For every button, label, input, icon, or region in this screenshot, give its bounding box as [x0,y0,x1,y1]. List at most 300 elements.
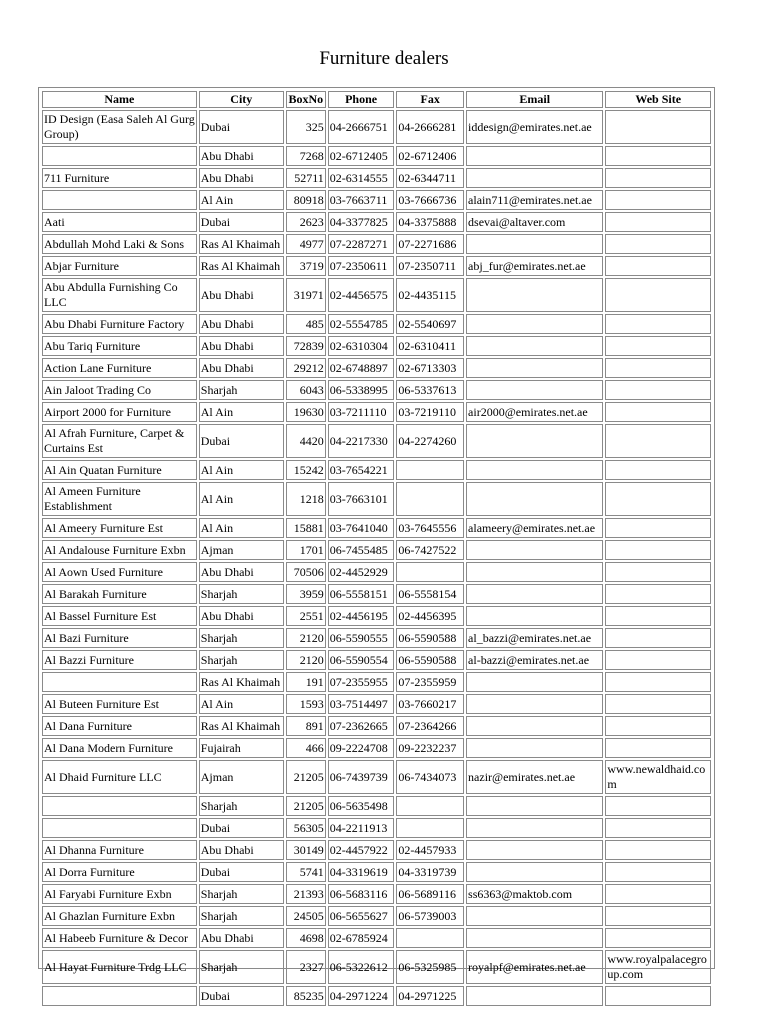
cell-boxno: 6043 [286,380,326,400]
cell-email: royalpf@emirates.net.ae [466,950,603,984]
cell-fax: 06-5739003 [396,906,464,926]
table-row [42,760,711,794]
cell-name: Al Ameen Furniture Establishment [42,482,197,516]
cell-phone: 02-6785924 [328,928,395,948]
cell-fax: 02-4457933 [396,840,464,860]
cell-email [466,424,603,458]
cell-name: Abu Dhabi Furniture Factory [42,314,197,334]
cell-name [42,796,197,816]
cell-phone: 02-5554785 [328,314,395,334]
cell-website [605,906,711,926]
cell-city: Dubai [199,986,284,1006]
cell-email [466,314,603,334]
cell-email: iddesign@emirates.net.ae [466,110,603,144]
cell-website [605,840,711,860]
cell-website [605,540,711,560]
cell-city: Fujairah [199,738,284,758]
cell-boxno: 191 [286,672,326,692]
cell-city: Al Ain [199,402,284,422]
cell-email [466,380,603,400]
cell-fax: 06-5325985 [396,950,464,984]
cell-boxno: 21205 [286,796,326,816]
cell-fax: 09-2232237 [396,738,464,758]
cell-name: Al Faryabi Furniture Exbn [42,884,197,904]
cell-city: Abu Dhabi [199,278,284,312]
cell-fax: 02-4435115 [396,278,464,312]
cell-fax: 06-7434073 [396,760,464,794]
cell-name: Al Bazi Furniture [42,628,197,648]
cell-city: Sharjah [199,628,284,648]
cell-email [466,540,603,560]
cell-email [466,482,603,516]
cell-boxno: 3959 [286,584,326,604]
cell-phone: 07-2362665 [328,716,395,736]
table-row [42,358,711,378]
cell-name: Ain Jaloot Trading Co [42,380,197,400]
cell-boxno: 2327 [286,950,326,984]
table-row [42,190,711,210]
cell-website [605,738,711,758]
cell-email: al-bazzi@emirates.net.ae [466,650,603,670]
cell-phone: 06-5590555 [328,628,395,648]
cell-name: Abu Tariq Furniture [42,336,197,356]
cell-fax: 07-2271686 [396,234,464,254]
cell-phone: 04-3319619 [328,862,395,882]
cell-name: 711 Furniture [42,168,197,188]
cell-email [466,584,603,604]
cell-boxno: 485 [286,314,326,334]
cell-phone: 03-7663101 [328,482,395,516]
cell-fax: 07-2355959 [396,672,464,692]
cell-website [605,212,711,232]
table-row [42,234,711,254]
table-row [42,862,711,882]
cell-fax: 02-6713303 [396,358,464,378]
cell-name: Al Dana Modern Furniture [42,738,197,758]
cell-phone: 06-5683116 [328,884,395,904]
cell-phone: 06-5635498 [328,796,395,816]
cell-phone: 06-7439739 [328,760,395,794]
cell-name: Abu Abdulla Furnishing Co LLC [42,278,197,312]
cell-city: Dubai [199,862,284,882]
cell-website [605,278,711,312]
cell-name: Al Barakah Furniture [42,584,197,604]
table-row [42,716,711,736]
cell-boxno: 1218 [286,482,326,516]
cell-email [466,336,603,356]
cell-phone: 04-2211913 [328,818,395,838]
cell-boxno: 3719 [286,256,326,276]
cell-name: ID Design (Easa Saleh Al Gurg Group) [42,110,197,144]
cell-city: Ras Al Khaimah [199,672,284,692]
cell-boxno: 2623 [286,212,326,232]
cell-email [466,986,603,1006]
cell-city: Al Ain [199,482,284,516]
table-row [42,818,711,838]
column-header-city: City [199,91,284,108]
cell-email [466,146,603,166]
cell-phone: 02-6310304 [328,336,395,356]
cell-city: Abu Dhabi [199,928,284,948]
cell-name [42,146,197,166]
cell-fax [396,928,464,948]
cell-website [605,234,711,254]
cell-website [605,628,711,648]
cell-website [605,146,711,166]
cell-website: www.newaldhaid.com [605,760,711,794]
cell-phone: 04-2971224 [328,986,395,1006]
cell-email [466,840,603,860]
cell-city: Sharjah [199,884,284,904]
cell-website [605,818,711,838]
cell-city: Al Ain [199,518,284,538]
cell-website [605,314,711,334]
cell-city: Ras Al Khaimah [199,256,284,276]
cell-boxno: 70506 [286,562,326,582]
cell-phone: 04-2217330 [328,424,395,458]
cell-website [605,518,711,538]
table-row [42,928,711,948]
cell-email: nazir@emirates.net.ae [466,760,603,794]
cell-email [466,460,603,480]
cell-city: Abu Dhabi [199,562,284,582]
cell-email: al_bazzi@emirates.net.ae [466,628,603,648]
cell-city: Ras Al Khaimah [199,716,284,736]
cell-name: Al Dorra Furniture [42,862,197,882]
cell-boxno: 56305 [286,818,326,838]
cell-fax: 06-5337613 [396,380,464,400]
cell-boxno: 5741 [286,862,326,882]
table-row [42,278,711,312]
column-header-email: Email [466,91,603,108]
cell-email [466,606,603,626]
cell-boxno: 1701 [286,540,326,560]
cell-phone: 07-2355955 [328,672,395,692]
cell-boxno: 2120 [286,628,326,648]
cell-phone: 04-2666751 [328,110,395,144]
cell-city: Al Ain [199,694,284,714]
page-title: Furniture dealers [319,48,449,69]
cell-city: Dubai [199,424,284,458]
cell-fax [396,562,464,582]
cell-name [42,190,197,210]
cell-fax: 06-7427522 [396,540,464,560]
table-row [42,540,711,560]
table-row [42,518,711,538]
table-row [42,402,711,422]
cell-boxno: 4977 [286,234,326,254]
cell-website [605,986,711,1006]
cell-phone: 06-5338995 [328,380,395,400]
cell-email: dsevai@altaver.com [466,212,603,232]
cell-website [605,168,711,188]
cell-phone: 03-7654221 [328,460,395,480]
cell-boxno: 15881 [286,518,326,538]
cell-boxno: 466 [286,738,326,758]
cell-city: Sharjah [199,650,284,670]
cell-website [605,928,711,948]
cell-website [605,110,711,144]
cell-phone: 02-4456195 [328,606,395,626]
cell-city: Abu Dhabi [199,606,284,626]
cell-phone: 03-7663711 [328,190,395,210]
cell-city: Dubai [199,110,284,144]
cell-phone: 07-2287271 [328,234,395,254]
table-row [42,906,711,926]
cell-email: alain711@emirates.net.ae [466,190,603,210]
cell-phone: 02-4456575 [328,278,395,312]
cell-fax: 06-5558154 [396,584,464,604]
cell-city: Sharjah [199,950,284,984]
table-row [42,738,711,758]
cell-fax: 03-7645556 [396,518,464,538]
cell-phone: 06-7455485 [328,540,395,560]
cell-city: Al Ain [199,190,284,210]
cell-city: Abu Dhabi [199,146,284,166]
cell-phone: 02-4452929 [328,562,395,582]
cell-phone: 06-5322612 [328,950,395,984]
cell-city: Abu Dhabi [199,168,284,188]
cell-email [466,818,603,838]
cell-city: Sharjah [199,906,284,926]
table-row [42,424,711,458]
cell-website [605,694,711,714]
cell-fax: 07-2350711 [396,256,464,276]
table-row [42,796,711,816]
cell-fax: 02-6344711 [396,168,464,188]
cell-fax: 06-5689116 [396,884,464,904]
cell-city: Ajman [199,540,284,560]
table-row [42,884,711,904]
cell-fax: 06-5590588 [396,628,464,648]
cell-city: Ajman [199,760,284,794]
cell-name: Action Lane Furniture [42,358,197,378]
cell-fax [396,818,464,838]
cell-name: Abjar Furniture [42,256,197,276]
table-row [42,628,711,648]
dealers-table [40,89,713,1008]
cell-boxno: 15242 [286,460,326,480]
cell-phone: 03-7641040 [328,518,395,538]
cell-website [605,380,711,400]
cell-fax: 02-4456395 [396,606,464,626]
table-row [42,256,711,276]
cell-email: alameery@emirates.net.ae [466,518,603,538]
cell-phone: 02-6748897 [328,358,395,378]
cell-boxno: 2551 [286,606,326,626]
cell-website [605,256,711,276]
cell-phone: 09-2224708 [328,738,395,758]
cell-fax: 03-7666736 [396,190,464,210]
cell-website [605,716,711,736]
cell-boxno: 891 [286,716,326,736]
cell-boxno: 4698 [286,928,326,948]
table-row [42,168,711,188]
cell-email [466,278,603,312]
cell-fax: 03-7219110 [396,402,464,422]
cell-city: Sharjah [199,584,284,604]
table-row [42,986,711,1006]
cell-name: Al Andalouse Furniture Exbn [42,540,197,560]
table-row [42,562,711,582]
table-row [42,950,711,984]
cell-city: Abu Dhabi [199,336,284,356]
cell-name: Al Ghazlan Furniture Exbn [42,906,197,926]
cell-name: Al Aown Used Furniture [42,562,197,582]
cell-name: Al Habeeb Furniture & Decor [42,928,197,948]
cell-name: Abdullah Mohd Laki & Sons [42,234,197,254]
cell-email [466,168,603,188]
table-row [42,840,711,860]
cell-city: Abu Dhabi [199,840,284,860]
cell-email [466,928,603,948]
cell-phone: 03-7514497 [328,694,395,714]
cell-fax: 02-5540697 [396,314,464,334]
cell-website [605,482,711,516]
cell-boxno: 85235 [286,986,326,1006]
cell-fax: 02-6712406 [396,146,464,166]
cell-phone: 06-5590554 [328,650,395,670]
cell-boxno: 19630 [286,402,326,422]
cell-fax: 06-5590588 [396,650,464,670]
cell-email [466,562,603,582]
cell-fax [396,482,464,516]
cell-boxno: 4420 [286,424,326,458]
table-row [42,380,711,400]
cell-website [605,402,711,422]
cell-email [466,672,603,692]
cell-name: Al Hayat Furniture Trdg LLC [42,950,197,984]
cell-city: Dubai [199,818,284,838]
cell-email [466,234,603,254]
cell-fax: 04-2666281 [396,110,464,144]
cell-boxno: 325 [286,110,326,144]
cell-boxno: 2120 [286,650,326,670]
cell-city: Sharjah [199,380,284,400]
cell-website [605,672,711,692]
cell-email [466,738,603,758]
cell-fax: 04-2971225 [396,986,464,1006]
cell-name [42,818,197,838]
cell-boxno: 7268 [286,146,326,166]
cell-name: Aati [42,212,197,232]
cell-name: Al Afrah Furniture, Carpet & Curtains Est [42,424,197,458]
cell-phone: 02-6314555 [328,168,395,188]
table-row [42,146,711,166]
cell-phone: 06-5655627 [328,906,395,926]
cell-website [605,862,711,882]
cell-fax: 04-3319739 [396,862,464,882]
cell-name: Al Dhanna Furniture [42,840,197,860]
cell-email [466,862,603,882]
cell-website [605,562,711,582]
cell-phone: 03-7211110 [328,402,395,422]
cell-boxno: 21393 [286,884,326,904]
cell-email [466,906,603,926]
cell-fax [396,796,464,816]
cell-city: Sharjah [199,796,284,816]
cell-boxno: 80918 [286,190,326,210]
table-row [42,584,711,604]
cell-website [605,460,711,480]
table-row [42,482,711,516]
header-row [42,91,711,108]
cell-email: abj_fur@emirates.net.ae [466,256,603,276]
cell-boxno: 1593 [286,694,326,714]
cell-website [605,584,711,604]
cell-name: Al Dhaid Furniture LLC [42,760,197,794]
cell-fax: 04-3375888 [396,212,464,232]
cell-fax [396,460,464,480]
cell-name [42,986,197,1006]
table-row [42,110,711,144]
cell-name: Airport 2000 for Furniture [42,402,197,422]
cell-website [605,650,711,670]
cell-email [466,716,603,736]
cell-name: Al Bazzi Furniture [42,650,197,670]
column-header-website: Web Site [605,91,711,108]
cell-website [605,358,711,378]
cell-city: Ras Al Khaimah [199,234,284,254]
cell-fax: 07-2364266 [396,716,464,736]
cell-boxno: 21205 [286,760,326,794]
dealers-table-frame [38,87,715,1003]
cell-boxno: 30149 [286,840,326,860]
cell-name: Al Dana Furniture [42,716,197,736]
cell-name: Al Bassel Furniture Est [42,606,197,626]
cell-email [466,358,603,378]
cell-website [605,606,711,626]
cell-email: ss6363@maktob.com [466,884,603,904]
table-row [42,606,711,626]
column-header-name: Name [42,91,197,108]
cell-phone: 04-3377825 [328,212,395,232]
table-row [42,694,711,714]
column-header-phone: Phone [328,91,395,108]
cell-boxno: 72839 [286,336,326,356]
cell-city: Abu Dhabi [199,314,284,334]
table-row [42,672,711,692]
cell-website [605,424,711,458]
cell-fax: 03-7660217 [396,694,464,714]
cell-email: air2000@emirates.net.ae [466,402,603,422]
cell-city: Al Ain [199,460,284,480]
cell-email [466,694,603,714]
cell-website [605,336,711,356]
cell-website [605,190,711,210]
cell-name: Al Ain Quatan Furniture [42,460,197,480]
cell-phone: 07-2350611 [328,256,395,276]
table-row [42,314,711,334]
table-row [42,212,711,232]
cell-email [466,796,603,816]
cell-city: Abu Dhabi [199,358,284,378]
cell-fax: 02-6310411 [396,336,464,356]
table-row [42,650,711,670]
cell-boxno: 31971 [286,278,326,312]
cell-city: Dubai [199,212,284,232]
table-row [42,460,711,480]
cell-name: Al Buteen Furniture Est [42,694,197,714]
cell-fax: 04-2274260 [396,424,464,458]
cell-boxno: 52711 [286,168,326,188]
cell-website [605,796,711,816]
column-header-fax: Fax [396,91,464,108]
column-header-boxno: BoxNo [286,91,326,108]
cell-phone: 02-4457922 [328,840,395,860]
cell-boxno: 24505 [286,906,326,926]
cell-phone: 02-6712405 [328,146,395,166]
